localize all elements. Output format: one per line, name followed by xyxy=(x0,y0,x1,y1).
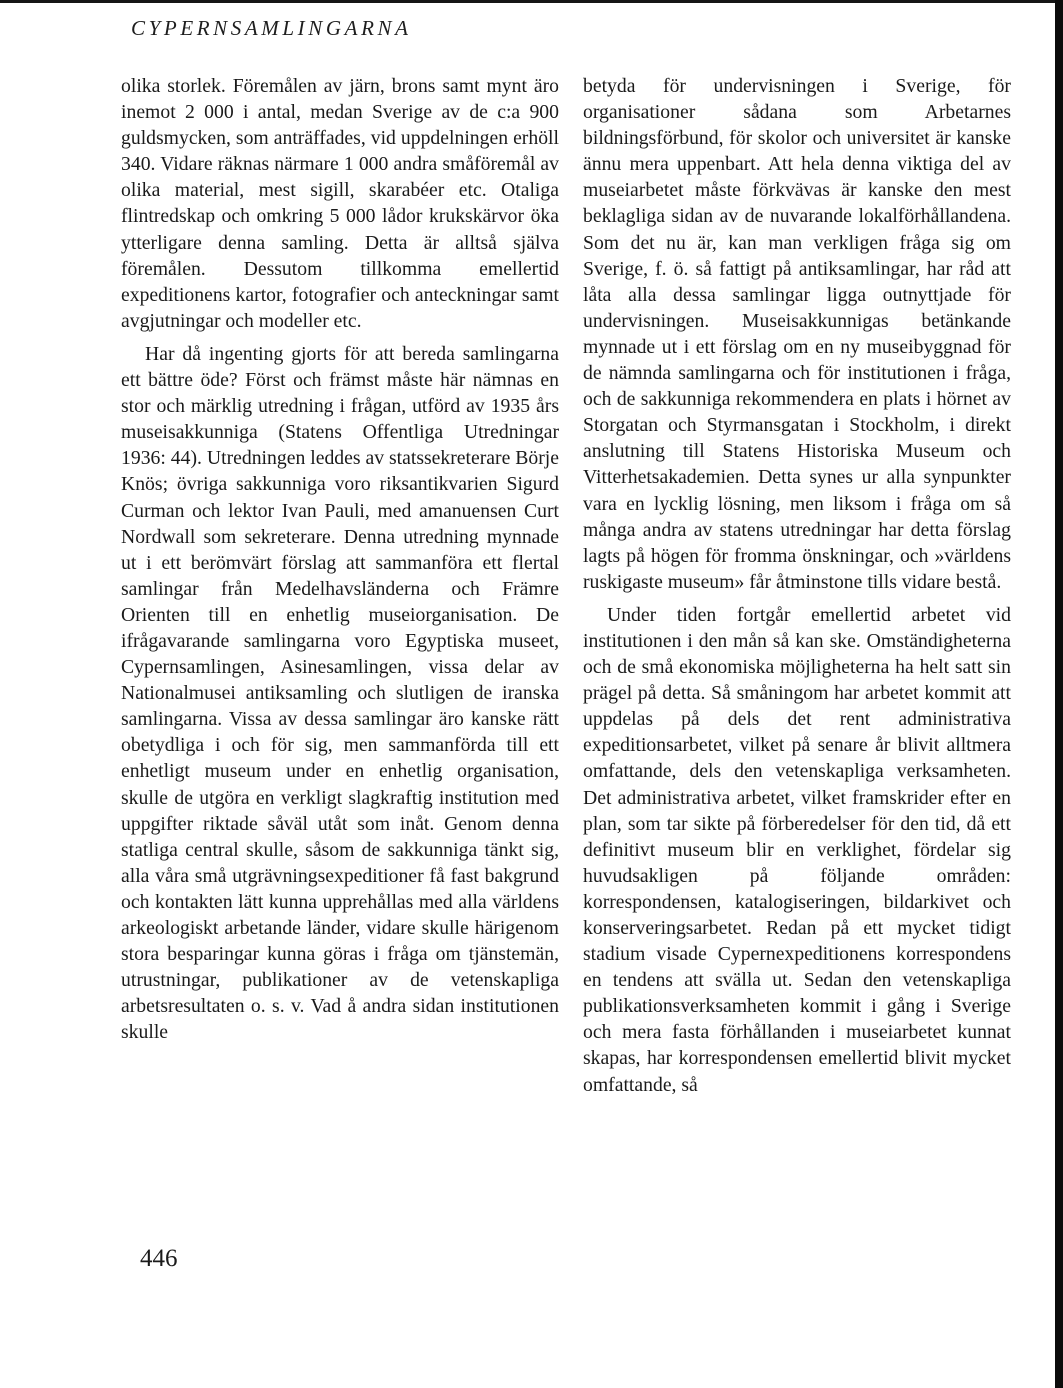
right-column xyxy=(583,73,1011,1098)
left-column xyxy=(121,73,559,1045)
right-paragraph-1: betyda för undervisningen i Sverige, för organisationer sådana som Arbetarnes bildningsförbund, för skolor och universitet är kanske ännu mera uppenbart. Att hela denna viktiga del av museiarbetet måste förkvävas är kanske den mest beklagliga sidan av de nuvarande lokalförhållandena. Som det nu är, kan man verkligen fråga sig om Sverige, f. ö. så fattigt på antiksamlingar, har råd att låta alla dessa samlingar ligga outnyttjade för undervisningen. Museisakkunnigas betänkande mynnade ut i ett förslag om en ny museibyggnad för de nämnda samlingarna och för institutionen i fråga, och de sakkunniga rekommendera en plats i hörnet av Storgatan och Styrmansgatan i Stockholm, i direkt anslutning till Statens Historiska Museum och Vitterhetsakademien. Detta synes ur alla synpunkter vara en lycklig lösning, men liksom i fråga om så många andra av statens utredningar har detta förslag lagts på högen för fromma önskningar, och »världens ruskigaste museum» får åtminstone tills vidare bestå. xyxy=(583,75,1011,593)
left-paragraph-1: olika storlek. Föremålen av järn, brons samt mynt äro inemot 2 000 i antal, medan Sverige av de c:a 900 guldsmycken, som anträffades, vid uppdelningen erhöll 340. Vidare räknas närmare 1 000 andra småföremål av olika material, mest sigill, skarabéer etc. Otaliga flintredskap och omkring 5 000 lådor krukskärvor öka ytterligare denna samling. Detta är alltså själva föremålen. Dessutom tillkomma emellertid expeditionens kartor, fotografier och anteckningar samt avgjutningar och modeller etc. xyxy=(121,75,559,332)
left-paragraph-2: Har då ingenting gjorts för att bereda samlingarna ett bättre öde? Först och främst måste här nämnas en stor och märklig utredning i frågan, utförd av 1935 års museisakkunniga (Statens Offentliga Utredningar 1936: 44). Utredningen leddes av statssekreterare Börje Knös; övriga sakkunniga voro riksantikvarien Sigurd Curman och lektor Ivan Pauli, med amanuensen Curt Nordwall som sekreterare. Denna utredning mynnade ut i ett berömvärt förslag att sammanföra ett flertal samlingar från Medelhavsländerna och Främre Orienten till en enhetlig museiorganisation. De ifrågavarande samlingarna voro Egyptiska museet, Cypernsamlingen, Asinesamlingen, vissa delar av Nationalmusei antiksamling och slutligen de iranska samlingarna. Vissa av dessa samlingar äro kanske rätt obetydliga i och för sig, men sammanförda till ett enhetligt museum under en enhetlig organisation, skulle de utgöra en verkligt slagkraftig institution med uppgifter riktade såväl utåt som inåt. Genom denna statliga central skulle, såsom de sakkunniga tänkt sig, alla våra små utgrävningsexpeditioner få fast bakgrund och kontakten lätt kunna upprehållas med alla världens arkeologiskt arbetande länder, vidare skulle härigenom stora besparingar kunna göras i fråga om tjänstemän, utrustningar, publikationer av de vetenskapliga arbetsresultaten o. s. v. Vad å andra sidan institutionen skulle xyxy=(121,342,559,1044)
running-header: CYPERNSAMLINGARNA xyxy=(131,16,412,40)
scan-right-edge xyxy=(1055,0,1063,1388)
page-number: 446 xyxy=(140,1245,178,1272)
scan-top-edge xyxy=(0,0,1063,3)
right-paragraph-2: Under tiden fortgår emellertid arbetet vid institutionen i den mån så kan ske. Omständigheterna och de små ekonomiska möjligheterna ha helt satt sin prägel på detta. Så småningom har arbetet kommit att uppdelas på dels det rent administrativa expeditionsarbetet, vilket på senare år blivit alltmera omfattande, dels den vetenskapliga verksamheten. Det administrativa arbetet, vilket framskrider efter en plan, som tar sikte på förberedelser för den tid, då ett definitivt museum blir en verklighet, fördelar sig huvudsakligen på följande områden: korrespondensen, katalogiseringen, bildarkivet och konserveringsarbetet. Redan på ett mycket tidigt stadium visade Cypernexpeditionens korrespondens en tendens att svälla ut. Sedan den vetenskapliga publikationsverksamheten kommit i gång i Sverige och mera fasta förhållanden i museiarbetet kunnat skapas, har korrespondensen emellertid blivit mycket omfattande, så xyxy=(583,603,1011,1096)
